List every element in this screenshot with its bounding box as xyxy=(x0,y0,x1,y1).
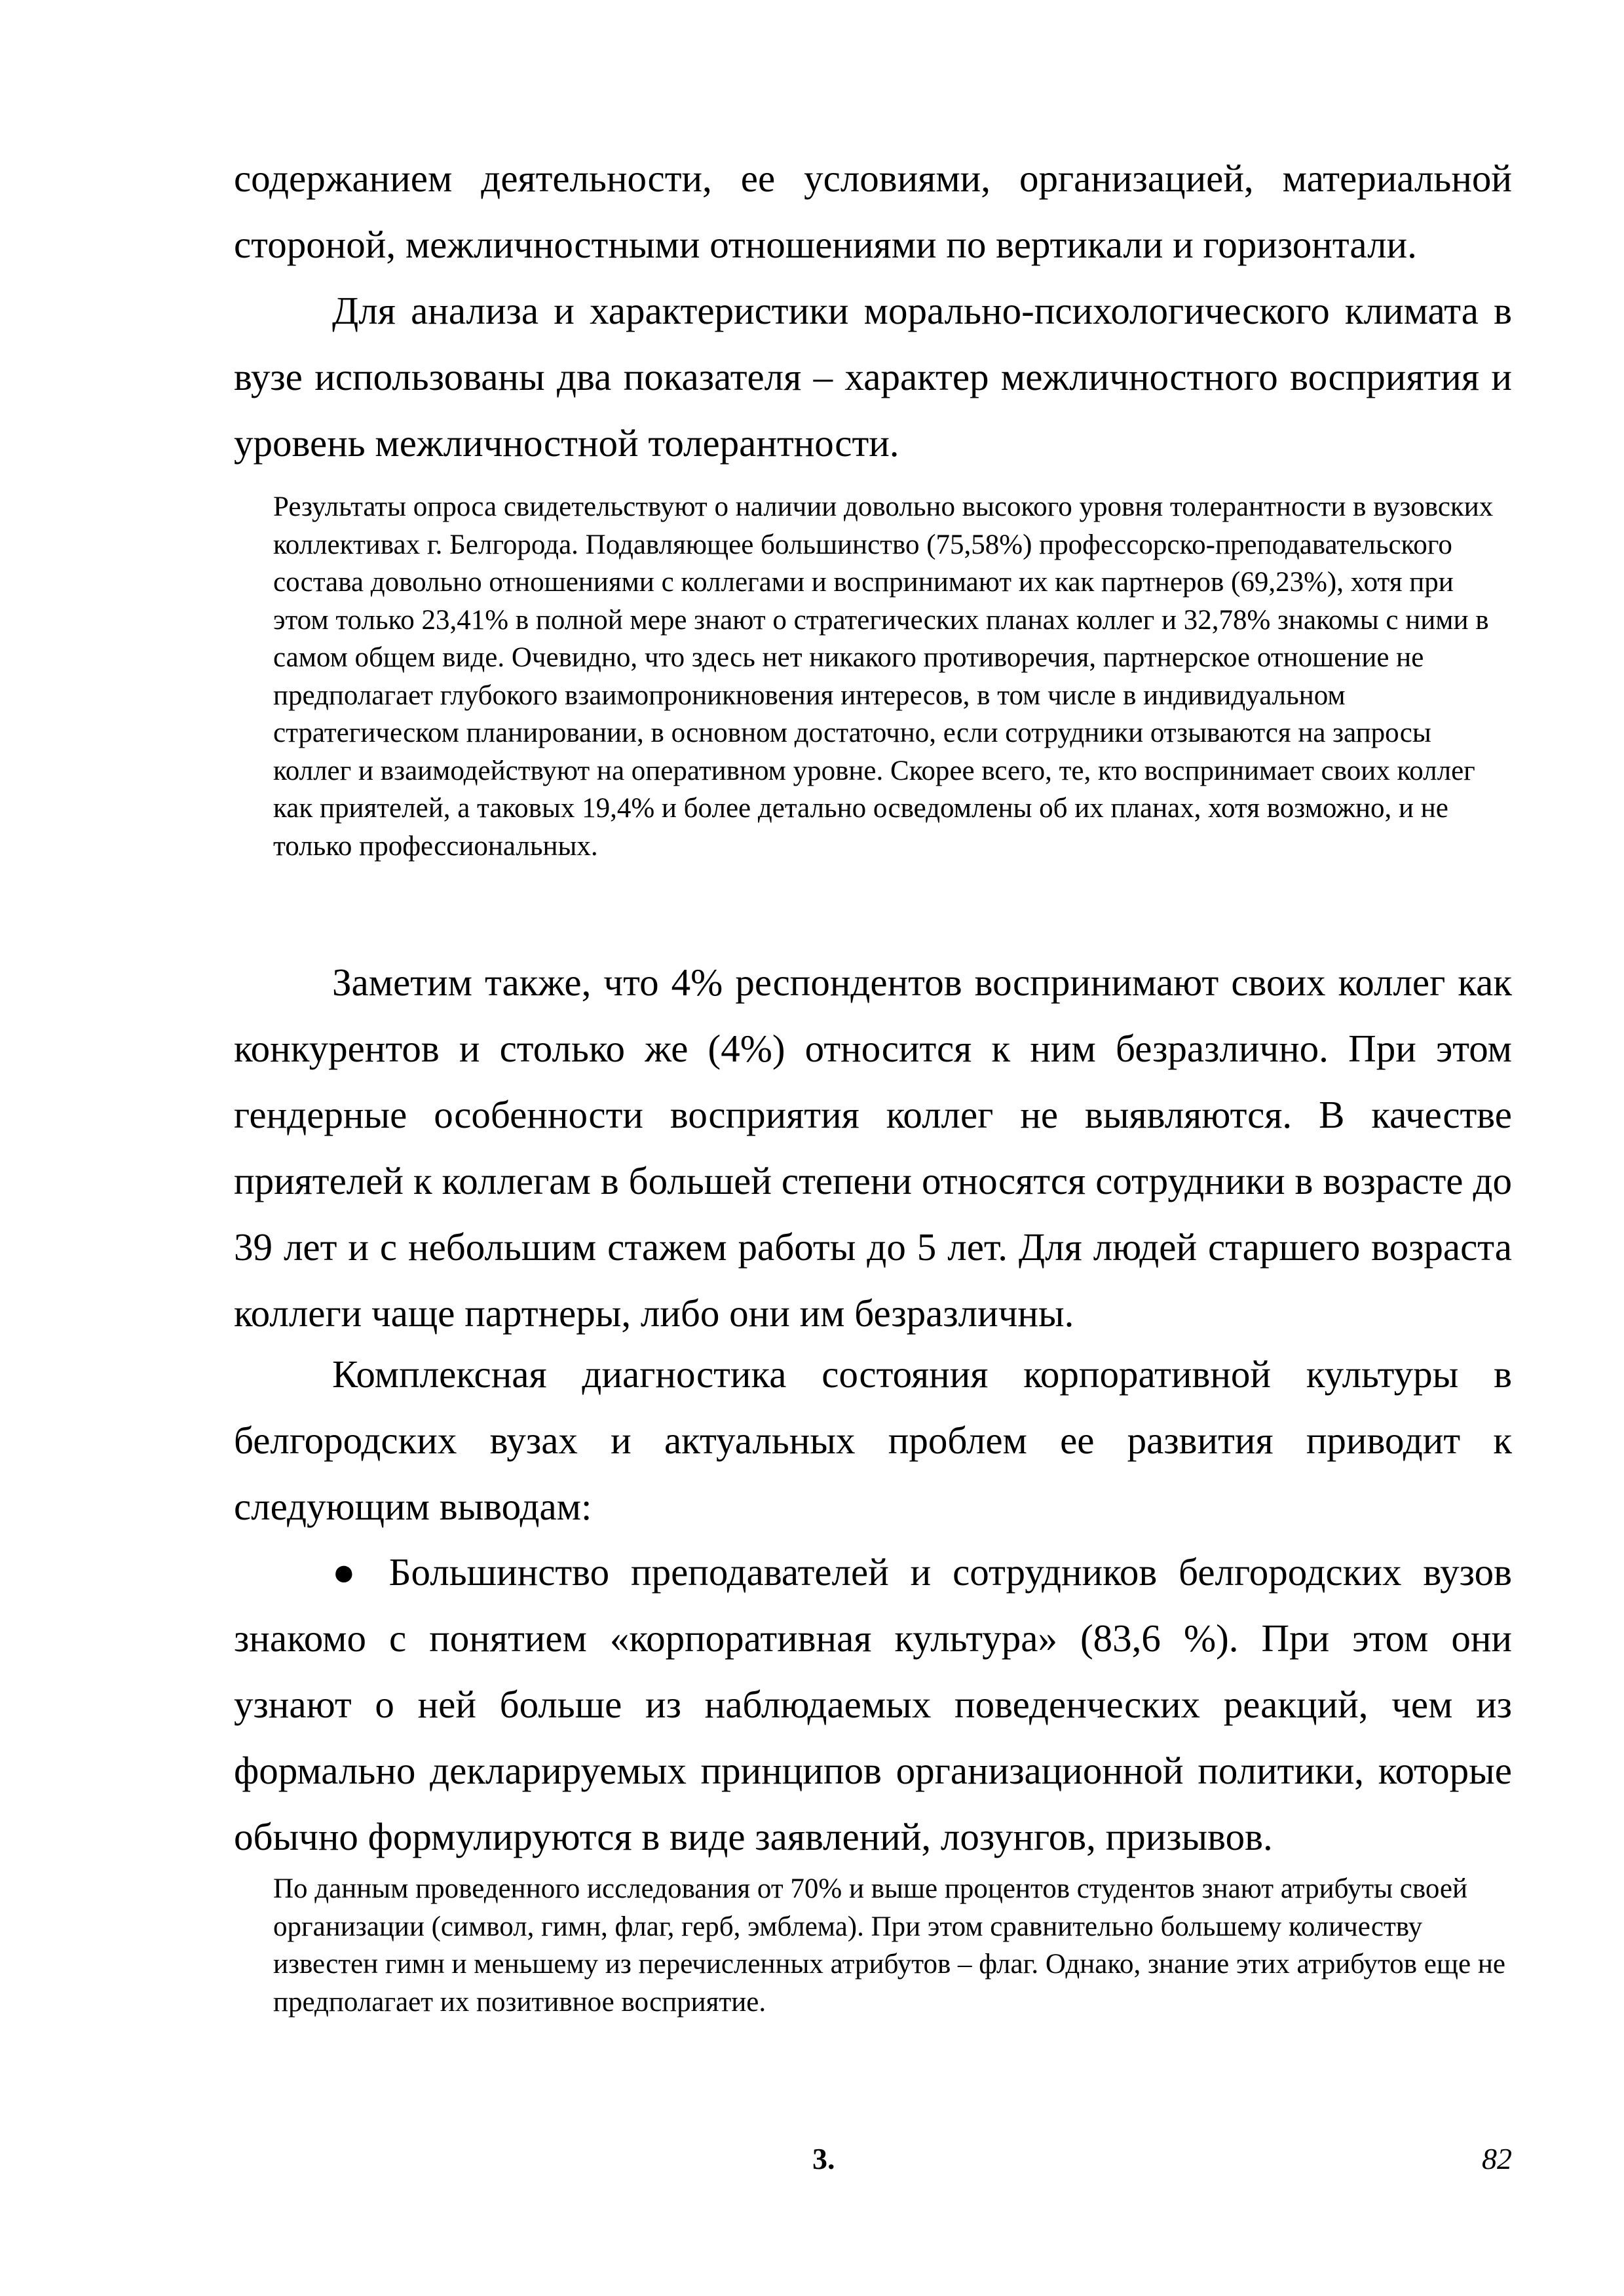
bullet-item-corporate-culture xyxy=(234,1539,1512,1870)
note-tolerance-survey: Результаты опроса свидетельствуют о наличии довольно высокого уровня толерантности в вузовских коллективах г. Белгорода. Подавляющее большинство (75,58%) профессорско-преподавательского состава довольно отношениями с коллегами и воспринимают их как партнеров (69,23%), хотя при этом только 23,41% в полной мере знают о стратегических планах коллег и 32,78% знакомы с ними в самом общем виде. Очевидно, что здесь нет никакого противоречия, партнерское отношение не предполагает глубокого взаимопроникновения интересов, в том числе в индивидуальном стратегическом планировании, в основном достаточно, если сотрудники отзываются на запросы коллег и взаимодействуют на оперативном уровне. Скорее всего, те, кто воспринимает своих коллег как приятелей, а таковых 19,4% и более детально осведомлены об их планах, хотя возможно, и не только профессиональных. xyxy=(273,491,1494,862)
footer-section-number: 3. xyxy=(812,2142,835,2175)
note-student-attributes: По данным проведенного исследования от 70% и выше процентов студентов знают атрибуты своей организации (символ, гимн, флаг, герб, эмблема). При этом сравнительно большему количеству известен гимн и меньшему из перечисленных атрибутов – флаг. Однако, знание этих атрибутов еще не предполагает их позитивное восприятие. xyxy=(273,1873,1505,2018)
bullet-icon: ● xyxy=(332,1550,368,1594)
paragraph-diagnostics-conclusions: Комплексная диагностика состояния корпоративной культуры в белгородских вузах и актуальных проблем ее развития приводит к следующим выводам: xyxy=(234,1352,1512,1528)
paragraph-continuation: содержанием деятельности, ее условиями, организацией, материальной стороной, межличностными отношениями по вертикали и горизонтали. xyxy=(234,157,1512,266)
paragraph-respondents-perception: Заметим также, что 4% респондентов воспринимают своих коллег как конкурентов и столько же (4%) относится к ним безразлично. При этом гендерные особенности восприятия коллег не выявляются. В качестве приятелей к коллегам в большей степени относятся сотрудники в возрасте до 39 лет и с небольшим стажем работы до 5 лет. Для людей старшего возраста коллеги чаще партнеры, либо они им безразличны. xyxy=(234,961,1512,1335)
paragraph-climate-analysis: Для анализа и характеристики морально-психологического климата в вузе использованы два показателя – характер межличностного восприятия и уровень межличностной толерантности. xyxy=(234,289,1512,465)
bullet-text: Большинство преподавателей и сотрудников белгородских вузов знакомо с понятием «корпоративная культура» (83,6 %). При этом они узнают о ней больше из наблюдаемых поведенческих реакций, чем из формально декларируемых принципов организационной политики, которые обычно формулируются в виде заявлений, лозунгов, призывов. xyxy=(234,1550,1513,1858)
page-number: 82 xyxy=(1482,2142,1512,2175)
